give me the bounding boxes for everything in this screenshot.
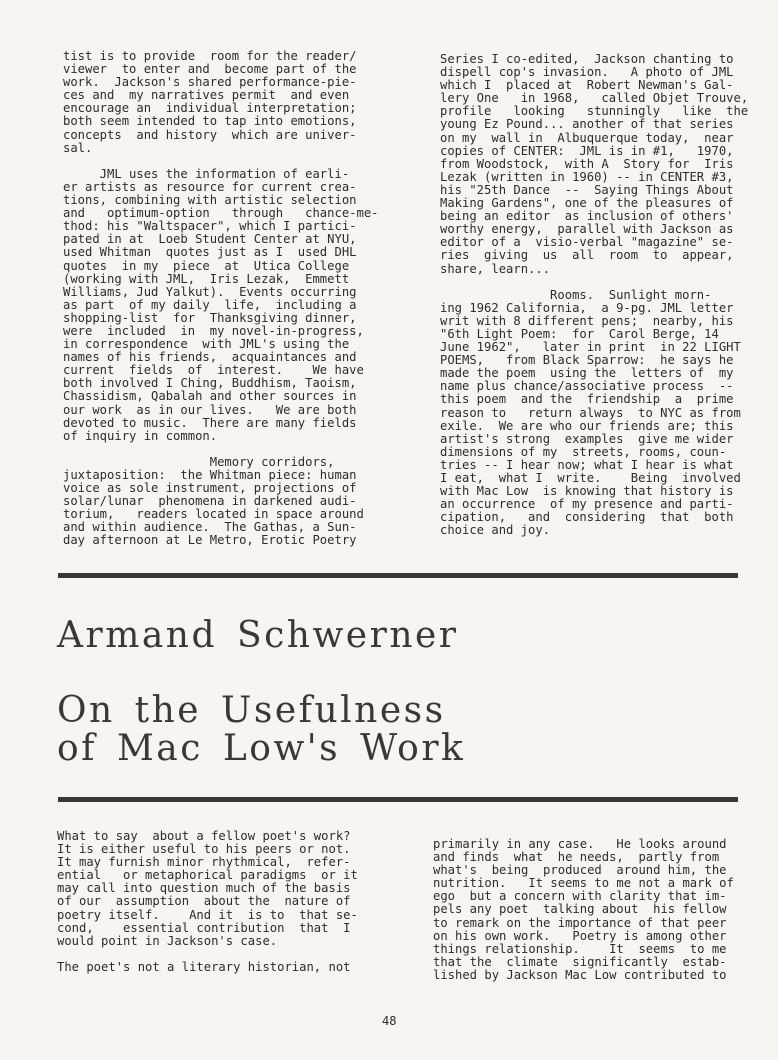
text-line: Series I co-edited, Jackson chanting to [440, 52, 734, 66]
bottom-article-column-left [57, 830, 358, 974]
text-line: on his own work. Poetry is among other [433, 928, 727, 943]
text-line: that the climate significantly estab- [433, 954, 727, 969]
text-line: er artists as resource for current crea- [63, 179, 357, 194]
text-line: ential or metaphorical paradigms or it [57, 868, 358, 883]
text-line: reason to return always to NYC as from [440, 405, 741, 420]
text-line: Making Gardens", one of the pleasures of [440, 196, 734, 211]
text-line: viewer to enter and become part of the [63, 62, 357, 77]
top-article-column-left [63, 50, 379, 548]
text-line: Williams, Jud Yalkut). Events occurring [63, 284, 357, 299]
text-line: used Whitman quotes just as I used DHL [63, 245, 357, 260]
text-line: Memory corridors, [63, 454, 335, 469]
text-line: choice and joy. [440, 523, 551, 538]
text-line: his "25th Dance -- Saying Things About [440, 182, 734, 197]
text-line: lery One in 1968, called Objet Trouve, [440, 91, 749, 106]
text-line: quotes in my piece at Utica College [63, 258, 350, 273]
text-line: ries giving us all room to appear, [440, 248, 734, 263]
text-line: June 1962", later in print in 22 LIGHT [440, 340, 741, 355]
text-line: It is either useful to his peers or not. [57, 842, 351, 857]
text-line: editor of a visio-verbal "magazine" se- [440, 235, 734, 250]
text-line: POEMS, from Black Sparrow: he says he [440, 353, 734, 368]
heading-rule-top [58, 573, 738, 578]
text-line: pels any poet talking about his fellow [433, 902, 727, 917]
text-line [440, 276, 748, 289]
text-line: voice as sole instrument, projections of [63, 481, 357, 496]
article-title-line-1: On the Usefulness [57, 690, 446, 731]
text-line: what's being produced around him, the [433, 863, 727, 878]
text-line: devoted to music. There are many fields [63, 415, 357, 430]
text-line: and finds what he needs, partly from [433, 850, 720, 865]
author-name: Armand Schwerner [57, 615, 459, 656]
text-line: would point in Jackson's case. [57, 933, 278, 948]
text-line: dimensions of my streets, rooms, coun- [440, 444, 727, 459]
text-line: profile looking stunningly like the [440, 104, 749, 119]
text-line: on my wall in Albuquerque today, near [440, 130, 734, 145]
text-line [63, 443, 379, 456]
text-line: as part of my daily life, including a [63, 297, 357, 312]
text-line: share, learn... [440, 261, 551, 276]
text-line: JML uses the information of earli- [63, 166, 350, 181]
text-line: names of his friends, acquaintances and [63, 350, 357, 365]
text-line: solar/lunar phenomena in darkened audi- [63, 494, 357, 509]
text-line: writ with 8 different pens; nearby, his [440, 313, 734, 328]
text-line: Lezak (written in 1960) -- in CENTER #3, [440, 169, 734, 184]
text-line: What to say about a fellow poet's work? [57, 829, 351, 843]
text-line: Rooms. Sunlight morn- [440, 287, 712, 302]
text-line: young Ez Pound... another of that series [440, 117, 734, 132]
text-line: name plus chance/associative process -- [440, 379, 734, 394]
text-line: primarily in any case. He looks around [433, 837, 727, 851]
text-line: to remark on the importance of that peer [433, 915, 727, 930]
text-line: both seem intended to tap into emotions, [63, 114, 357, 129]
text-line: shopping-list for Thanksgiving dinner, [63, 310, 357, 325]
text-line: (working with JML, Iris Lezak, Emmett [63, 271, 350, 286]
text-line: in correspondence with JML's using the [63, 337, 350, 352]
text-line: made the poem using the letters of my [440, 366, 734, 381]
page-number: 48 [382, 1014, 397, 1028]
text-line: our work as in our lives. We are both [63, 402, 357, 417]
text-line: this poem and the friendship a prime [440, 392, 734, 407]
text-line: from Woodstock, with A Story for Iris [440, 156, 734, 171]
text-line: things relationship. It seems to me [433, 941, 727, 956]
text-line: an occurrence of my presence and parti- [440, 497, 734, 512]
text-line: both involved I Ching, Buddhism, Taoism, [63, 376, 357, 391]
text-line: Chassidism, Qabalah and other sources in [63, 389, 357, 404]
text-line: nutrition. It seems to me not a mark of [433, 876, 734, 891]
text-line: dispell cop's invasion. A photo of JML [440, 65, 734, 80]
text-line: worthy energy, parallel with Jackson as [440, 222, 734, 237]
top-article-column-right [440, 53, 748, 537]
text-line: copies of CENTER: JML is in #1, 1970, [440, 143, 734, 158]
text-line: The poet's not a literary historian, not [57, 959, 351, 974]
text-line: juxtaposition: the Whitman piece: human [63, 468, 357, 482]
text-line: work. Jackson's shared performance-pie- [63, 75, 357, 90]
text-line: of inquiry in common. [63, 428, 218, 443]
text-line: pated in at Loeb Student Center at NYU, [63, 232, 357, 247]
text-line: may call into question much of the basis [57, 881, 351, 896]
text-line: ego but a concern with clarity that im- [433, 889, 727, 904]
text-line: ces and my narratives permit and even [63, 88, 350, 103]
text-line: tries -- I hear now; what I hear is what [440, 457, 734, 472]
text-line [63, 155, 379, 168]
text-line: current fields of interest. We have [63, 363, 364, 378]
text-line: artist's strong examples give me wider [440, 431, 734, 446]
text-line: cond, essential contribution that I [57, 920, 351, 935]
text-line: were included in my novel-in-progress, [63, 323, 364, 338]
text-line [57, 948, 358, 961]
bottom-article-column-right [433, 838, 734, 982]
text-line: I eat, what I write. Being involved [440, 471, 741, 485]
heading-rule-bottom [58, 797, 738, 802]
text-line: lished by Jackson Mac Low contributed to [433, 967, 727, 982]
text-line: torium, readers located in space around [63, 507, 364, 522]
text-line: being an editor as inclusion of others' [440, 209, 734, 224]
text-line: "6th Light Poem: for Carol Berge, 14 [440, 326, 719, 341]
text-line: exile. We are who our friends are; this [440, 418, 734, 433]
text-line: cipation, and considering that both [440, 510, 734, 525]
text-line: tions, combining with artistic selection [63, 193, 357, 208]
text-line: and optimum-option through chance-me- [63, 206, 379, 221]
text-line: concepts and history which are univer- [63, 127, 357, 142]
text-line: and within audience. The Gathas, a Sun- [63, 520, 357, 535]
text-line: which I placed at Robert Newman's Gal- [440, 78, 734, 93]
text-line: ing 1962 California, a 9-pg. JML letter [440, 300, 734, 315]
text-line: sal. [63, 140, 93, 155]
text-line: with Mac Low is knowing that history is [440, 484, 734, 499]
text-line: tist is to provide room for the reader/ [63, 49, 357, 63]
article-title-line-2: of Mac Low's Work [57, 728, 466, 769]
text-line: day afternoon at Le Metro, Erotic Poetry [63, 533, 357, 548]
text-line: thod: his "Waltspacer", which I partici- [63, 219, 357, 234]
text-line: of our assumption about the nature of [57, 894, 351, 909]
text-line: poetry itself. And it is to that se- [57, 907, 358, 922]
text-line: It may furnish minor rhythmical, refer- [57, 855, 351, 870]
text-line: encourage an individual interpretation; [63, 101, 357, 116]
